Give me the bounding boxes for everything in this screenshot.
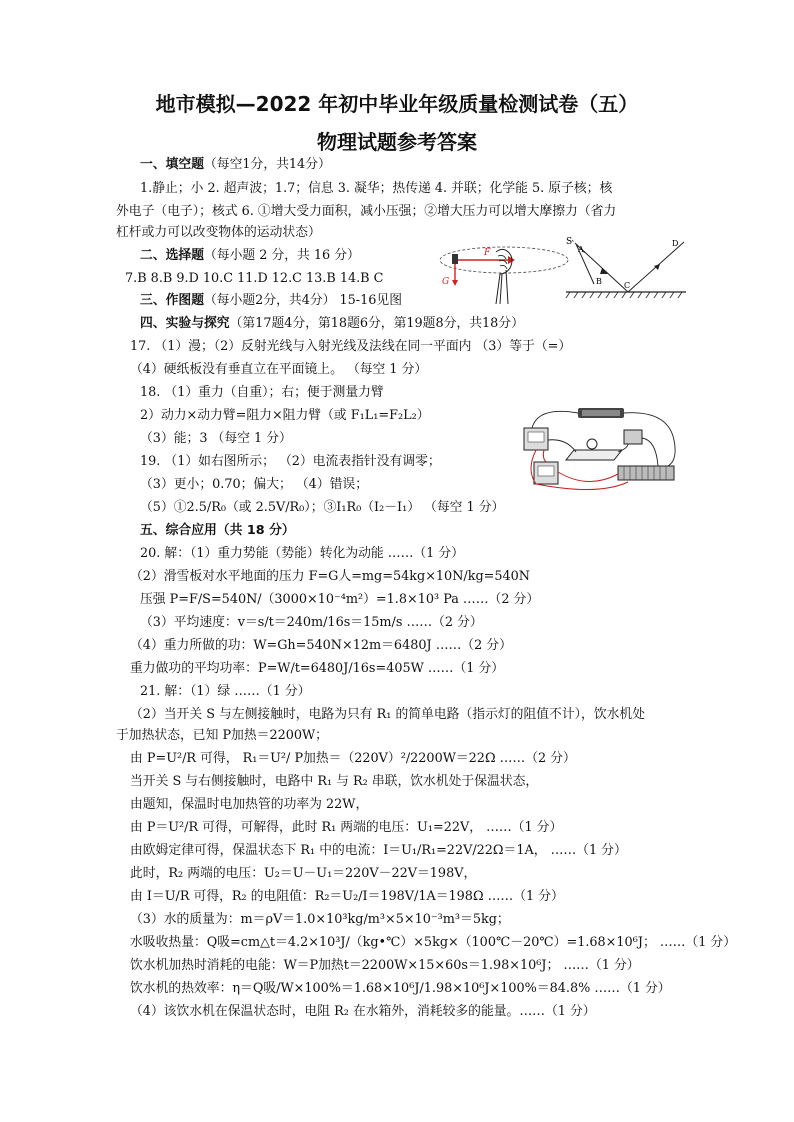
label-c: C: [624, 281, 631, 290]
answer-key-title: 物理试题参考答案: [317, 130, 477, 154]
section-4-title: 四、实验与探究: [140, 316, 230, 331]
q17-line-1: 17. （1）漫；（2）反射光线与入射光线及法线在同一平面内 （3）等于（=）: [130, 339, 572, 354]
section-3-note: （每小题2分，共4分） 15-16见图: [203, 293, 402, 308]
exam-title: 地市模拟—2022 年初中毕业年级质量检测试卷（五）: [155, 92, 639, 116]
q21-line-15: （4）该饮水机在保温状态时，电阻 R₂ 在水箱外，消耗较多的能量。……（1 分）: [130, 1004, 596, 1019]
q18-line-1: 18. （1）重力（自重）；右；便于测量力臂: [140, 385, 384, 400]
gravity-label: G: [442, 277, 450, 287]
ammeter-dial: [538, 466, 554, 476]
label-b: B: [596, 277, 602, 286]
rheostat: [618, 466, 674, 480]
q20-line-3: 压强 P=F/S=540N/（3000×10⁻⁴m²）=1.8×10³ Pa ……（2 分）: [140, 592, 540, 607]
label-d: D: [672, 239, 679, 248]
q19-line-1: 19. （1）如右图所示； （2）电流表指针没有调零；: [140, 454, 441, 469]
label-s: S: [566, 237, 573, 247]
section-5-title: 五、综合应用（共 18 分）: [140, 523, 295, 538]
q21-line-12: 水吸收热量：Q吸=cm△t＝4.2×10³J/（kg•℃）×5kg×（100℃－20℃）=1.68×10⁶J； ……（1 分）: [130, 935, 737, 950]
answer-2-line-1: 7.B 8.B 9.D 10.C 11.D 12.C 13.B 14.B C: [125, 271, 384, 286]
q21-line-2: （2）当开关 S 与左侧接触时，电路为只有 R₁ 的简单电路（指示灯的阻值不计），饮水机处: [130, 707, 646, 722]
q21-line-1: 21. 解：（1）绿 ……（1 分）: [140, 684, 311, 699]
section-1-note: （每空1分，共14分）: [203, 157, 331, 172]
q21-line-9: 此时，R₂ 两端的电压：U₂＝U－U₁＝220V－22V＝198V，: [130, 866, 477, 881]
switch: [624, 430, 642, 444]
mirror-hatching: [566, 292, 682, 298]
reflection-diagram-figure: [562, 232, 690, 304]
section-3-title: 三、作图题: [140, 293, 204, 308]
hand-fingers: [498, 255, 507, 269]
incident-arrowhead: [600, 268, 608, 274]
q19-line-2: （3）更小；0.70；偏大； （4）错误；: [140, 477, 369, 492]
lamp-bulb: [587, 439, 597, 449]
q17-line-2: （4）硬纸板没有垂直立在平面镜上。 （每空 1 分）: [130, 362, 428, 377]
answer-1-line-2: 外电子（电子）；核式 6. ①增大受力面积，减小压强；②增大压力可以增大摩擦力（省力: [116, 204, 617, 219]
section-2-heading: [140, 247, 360, 265]
battery-cells: [582, 410, 620, 416]
q20-line-6: 重力做功的平均功率：P=W/t=6480J/16s=405W ……（1 分）: [130, 661, 505, 676]
answer-1-line-1: 1.静止；小 2. 超声波；1.7；信息 3. 凝华；热传递 4. 并联；化学能 5. 原子核；核: [140, 181, 613, 196]
q19-line-3: （5）①2.5/R₀（或 2.5V/R₀）；③I₁R₀（I₂－I₁） （每空 1 分）: [140, 500, 505, 515]
section-1-heading: [140, 156, 331, 174]
section-1-title: 一、填空题: [140, 157, 204, 172]
q20-line-4: （3）平均速度：v＝s/t＝240m/16s＝15m/s ……（2 分）: [140, 615, 483, 630]
q20-line-5: （4）重力所做的功：W=Gh=540N×12m＝6480J ……（2 分）: [130, 638, 512, 653]
section-3-heading: [140, 292, 402, 310]
lamp-base: [566, 450, 622, 460]
section-4-note: （第17题4分，第18题6分，第19题8分，共18分）: [229, 316, 524, 331]
q21-line-6: 由题知，保温时电加热管的功率为 22W，: [130, 797, 369, 812]
label-a: A: [578, 245, 584, 254]
q21-line-5: 当开关 S 与右侧接触时，电路中 R₁ 与 R₂ 串联，饮水机处于保温状态，: [130, 774, 539, 789]
section-2-title: 二、选择题: [140, 248, 204, 263]
q20-line-2: （2）滑雪板对水平地面的压力 F=G人=mg=54kg×10N/kg=540N: [130, 569, 530, 584]
section-5-heading: [140, 522, 295, 540]
lever-diagram-figure: [436, 238, 572, 312]
circuit-diagram-figure: [518, 400, 686, 492]
q21-line-11: （3）水的质量为：m＝ρV＝1.0×10³kg/m³×5×10⁻³m³＝5kg；: [130, 912, 510, 927]
q21-line-3: 于加热状态，已知 P加热＝2200W；: [116, 728, 328, 743]
voltmeter-dial: [528, 432, 544, 442]
q21-line-13: 饮水机加热时消耗的电能：W＝P加热t＝2200W×15×60s＝1.98×10⁶J； ……（1 分）: [130, 958, 640, 973]
section-4-heading: [140, 315, 524, 333]
force-label: F: [484, 248, 491, 258]
weight-block: [452, 254, 458, 264]
q21-line-10: 由 I＝U/R 可得，R₂ 的电阻值：R₂＝U₂/I＝198V/1A＝198Ω ……（1 分）: [130, 889, 564, 904]
q20-line-1: 20. 解：（1）重力势能（势能）转化为动能 ……（1 分）: [140, 546, 464, 561]
reflected-arrowhead: [654, 264, 660, 270]
q18-line-2: 2）动力×动力臂=阻力×阻力臂（或 F₁L₁=F₂L₂）: [140, 408, 430, 423]
answer-1-line-3: 杠杆或力可以改变物体的运动状态）: [116, 225, 321, 240]
gravity-arrowhead: [452, 280, 458, 286]
q21-line-14: 饮水机的热效率：η＝Q吸/W×100%＝1.68×10⁶J/1.98×10⁶J×100%＝84.8% ……（1 分）: [130, 981, 671, 996]
q18-line-3: （3）能；3 （每空 1 分）: [140, 431, 292, 446]
q21-line-4: 由 P=U²/R 可得， R₁＝U²/ P加热＝（220V）²/2200W＝22Ω ……（2 分）: [130, 751, 576, 766]
q21-line-7: 由 P＝U²/R 可得，可解得，此时 R₁ 两端的电压：U₁=22V， ……（1 分）: [130, 820, 563, 835]
q21-line-8: 由欧姆定律可得，保温状态下 R₁ 中的电流：I＝U₁/R₁=22V/22Ω＝1A， ……（1 分）: [130, 843, 627, 858]
section-2-note: （每小题 2 分，共 16 分）: [203, 248, 360, 263]
